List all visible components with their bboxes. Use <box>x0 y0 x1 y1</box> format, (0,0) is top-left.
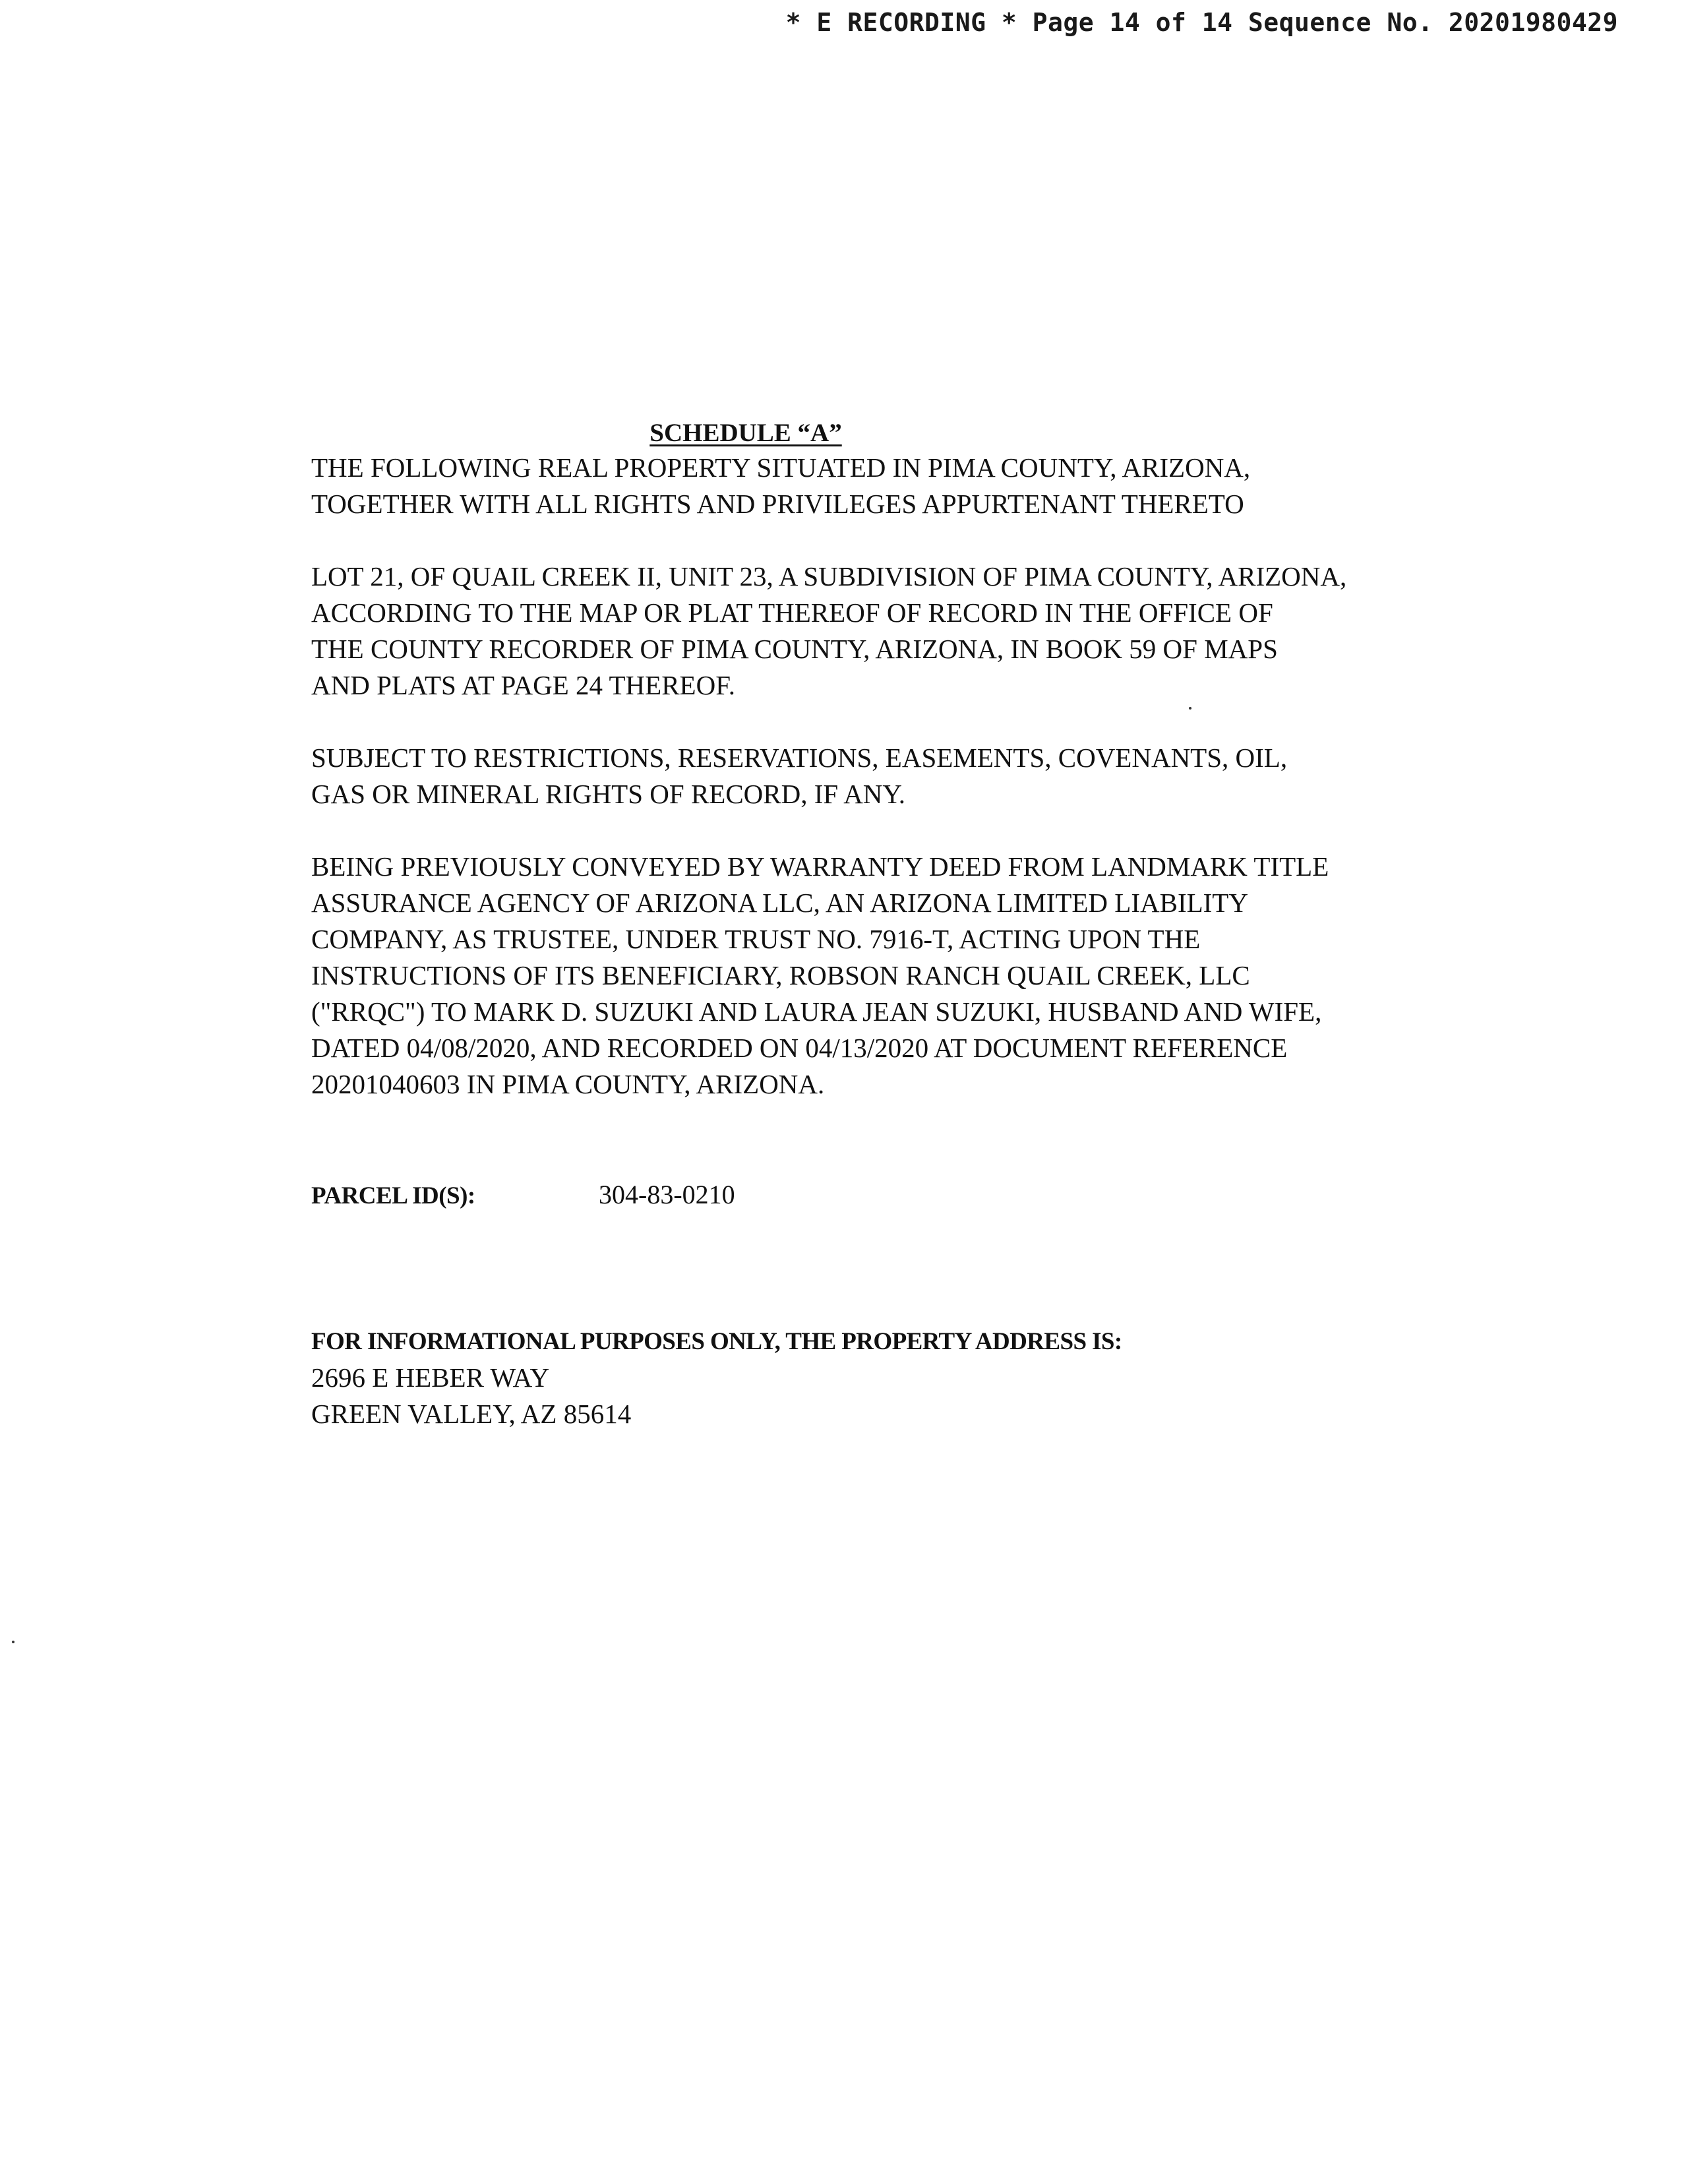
subject-to-paragraph: SUBJECT TO RESTRICTIONS, RESERVATIONS, EASEMENTS, COVENANTS, OIL, GAS OR MINERAL RIGHTS OF RECORD, IF ANY. <box>311 743 1288 809</box>
conveyance-paragraph: BEING PREVIOUSLY CONVEYED BY WARRANTY DEED FROM LANDMARK TITLE ASSURANCE AGENCY OF ARIZONA LLC, AN ARIZONA LIMITED LIABILITY COMPANY, AS TRUSTEE, UNDER TRUST NO. 7916-T, ACTING UPON THE INSTRUCTIONS OF ITS BENEFICIARY, ROBSON RANCH QUAIL CREEK, LLC ("RRQC") TO MARK D. SUZUKI AND LAURA JEAN SUZUKI, HUSBAND AND WIFE, DATED 04/08/2020, AND RECORDED ON 04/13/2020 AT DOCUMENT REFERENCE 20201040603 IN PIMA COUNTY, ARIZONA. <box>311 851 1329 1099</box>
parcel-id-value: 304-83-0210 <box>599 1180 735 1209</box>
property-address-heading: FOR INFORMATIONAL PURPOSES ONLY, THE PROPERTY ADDRESS IS: <box>311 1328 1122 1355</box>
schedule-a-document <box>311 417 1393 1432</box>
recording-header: * E RECORDING * Page 14 of 14 Sequence No. 20201980429 <box>785 8 1618 37</box>
intro-paragraph: THE FOLLOWING REAL PROPERTY SITUATED IN PIMA COUNTY, ARIZONA, TOGETHER WITH ALL RIGHTS AND PRIVILEGES APPURTENANT THERETO <box>311 452 1251 519</box>
property-address-block <box>311 1323 1393 1432</box>
legal-description-paragraph: LOT 21, OF QUAIL CREEK II, UNIT 23, A SUBDIVISION OF PIMA COUNTY, ARIZONA, ACCORDING TO THE MAP OR PLAT THEREOF OF RECORD IN THE OFFICE OF THE COUNTY RECORDER OF PIMA COUNTY, ARIZONA, IN BOOK 59 OF MAPS AND PLATS AT PAGE 24 THEREOF. <box>311 561 1347 700</box>
scan-speck <box>12 1641 15 1643</box>
property-address-line-2: GREEN VALLEY, AZ 85614 <box>311 1399 632 1429</box>
schedule-title: SCHEDULE “A” <box>649 419 842 447</box>
parcel-id-label: PARCEL ID(S): <box>311 1182 475 1209</box>
parcel-id-row <box>311 1176 1393 1214</box>
scan-speck <box>1189 707 1191 710</box>
property-address-line-1: 2696 E HEBER WAY <box>311 1362 550 1393</box>
